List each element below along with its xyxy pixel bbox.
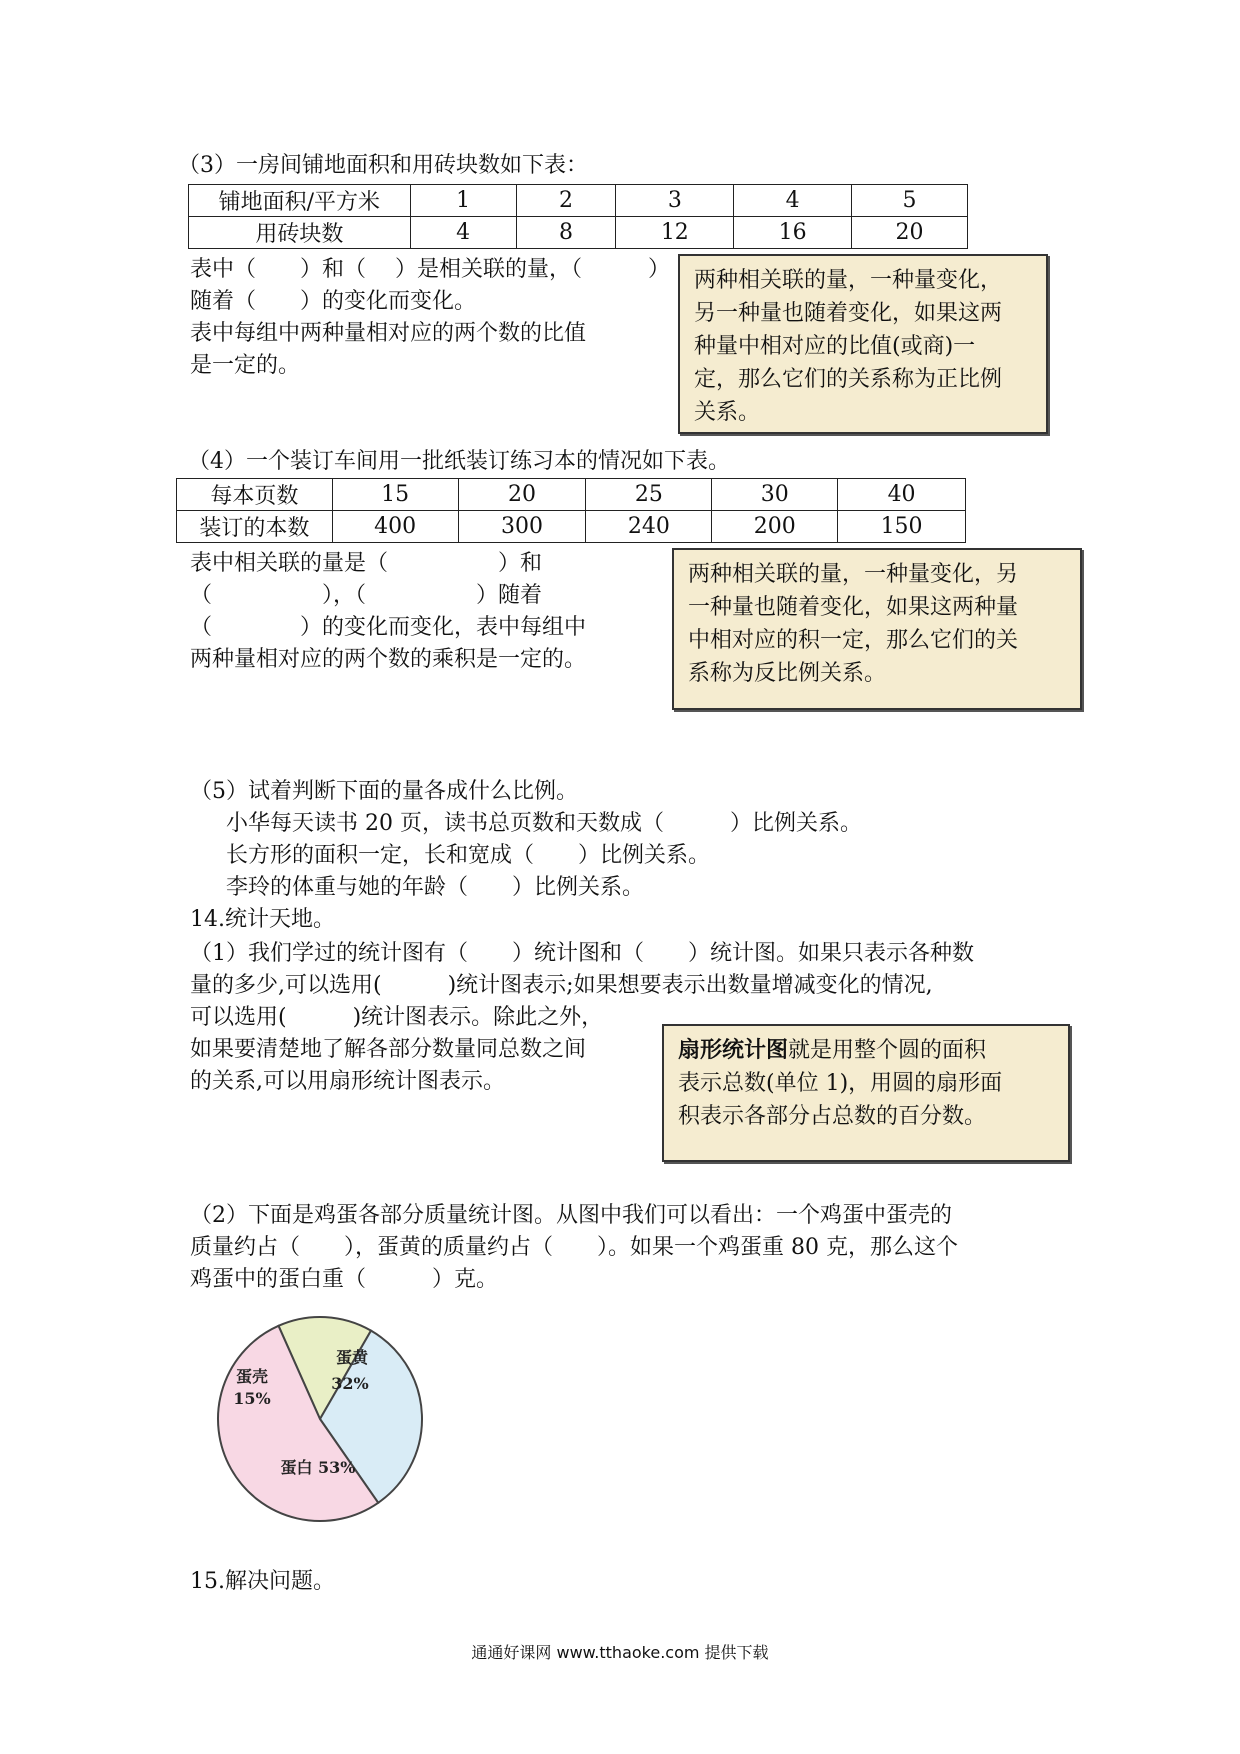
table-cell: 4 [410, 217, 516, 249]
table-row [177, 511, 966, 543]
q4-table [176, 478, 966, 543]
q5-line: 小华每天读书 20 页，读书总页数和天数成（ ）比例关系。 [226, 811, 862, 836]
table-row [177, 479, 966, 511]
note-term: 扇形统计图 [678, 1037, 789, 1063]
q4-title: （4）一个装订车间用一批纸装订练习本的情况如下表。 [188, 449, 730, 474]
note-line: 积表示各部分占总数的百分数。 [678, 1104, 987, 1129]
table-cell: 20 [458, 479, 586, 511]
note-line: 另一种量也随着变化，如果这两 [694, 301, 1003, 326]
q14-line: 的关系,可以用扇形统计图表示。 [190, 1069, 505, 1094]
table-cell: 16 [734, 217, 852, 249]
q14-line: 如果要清楚地了解各部分数量同总数之间 [190, 1037, 587, 1062]
q3-line: 表中每组中两种量相对应的两个数的比值 [190, 321, 587, 346]
note-line: 种量中相对应的比值(或商)一 [694, 334, 976, 359]
pie-chart-note [662, 1024, 1070, 1162]
table-cell: 300 [458, 511, 586, 543]
note-line: 表示总数(单位 1)，用圆的扇形面 [678, 1071, 1003, 1096]
table-cell: 每本页数 [177, 479, 333, 511]
note-line: 两种相关联的量，一种量变化，另 [688, 562, 1019, 587]
note-line-1 [678, 1034, 1054, 1067]
slice-label-shell: 蛋壳 [235, 1367, 269, 1386]
q3-line: 随着（ ）的变化而变化。 [190, 289, 477, 314]
slice-value-yolk: 32% [331, 1374, 369, 1393]
table-cell: 3 [616, 185, 734, 217]
note-line: 两种相关联的量，一种量变化， [694, 268, 1003, 293]
q5-line: 长方形的面积一定，长和宽成（ ）比例关系。 [226, 843, 711, 868]
table-cell: 25 [586, 479, 712, 511]
table-cell: 4 [734, 185, 852, 217]
table-cell: 12 [616, 217, 734, 249]
q14-part2-line: （2）下面是鸡蛋各部分质量统计图。从图中我们可以看出：一个鸡蛋中蛋壳的 [190, 1203, 952, 1228]
note-text: 就是用整个圆的面积 [788, 1038, 987, 1063]
table-cell: 240 [586, 511, 712, 543]
q4-line: （ ），（ ）随着 [190, 583, 543, 608]
note-line: 一种量也随着变化，如果这两种量 [688, 595, 1019, 620]
q3-line: 是一定的。 [190, 353, 301, 378]
q4-line: 两种量相对应的两个数的乘积是一定的。 [190, 647, 587, 672]
table-row [189, 217, 968, 249]
q4-line: 表中相关联的量是（ ）和 [190, 551, 543, 576]
table-cell: 150 [838, 511, 966, 543]
table-cell: 5 [852, 185, 968, 217]
table-cell: 8 [516, 217, 616, 249]
q14-part2-line: 鸡蛋中的蛋白重（ ）克。 [190, 1267, 499, 1292]
table-cell: 200 [712, 511, 838, 543]
egg-pie-chart [200, 1315, 440, 1525]
table-cell: 铺地面积/平方米 [189, 185, 411, 217]
q4-line: （ ）的变化而变化，表中每组中 [190, 615, 587, 640]
slice-label-white: 蛋白 53% [280, 1458, 356, 1477]
table-cell: 用砖块数 [189, 217, 411, 249]
q14-line: 可以选用( )统计图表示。除此之外， [190, 1005, 604, 1030]
footer-text: 通通好课网 www.tthaoke.com 提供下载 [471, 1643, 769, 1662]
q14-line: 量的多少,可以选用( )统计图表示;如果想要表示出数量增减变化的情况, [190, 973, 933, 998]
q5-line: 李玲的体重与她的年龄（ ）比例关系。 [226, 875, 645, 900]
table-cell: 400 [332, 511, 458, 543]
q15-title: 15.解决问题。 [190, 1569, 335, 1594]
slice-label-yolk: 蛋黄 [335, 1348, 369, 1367]
q5-title: （5）试着判断下面的量各成什么比例。 [190, 779, 578, 804]
table-cell: 装订的本数 [177, 511, 333, 543]
note-line: 中相对应的积一定，那么它们的关 [688, 628, 1019, 653]
table-cell: 30 [712, 479, 838, 511]
proportion-note [678, 254, 1048, 434]
table-cell: 15 [332, 479, 458, 511]
slice-value-shell: 15% [233, 1389, 271, 1408]
table-cell: 40 [838, 479, 966, 511]
table-cell: 2 [516, 185, 616, 217]
table-row [189, 185, 968, 217]
table-cell: 1 [410, 185, 516, 217]
q14-part2-line: 质量约占（ ），蛋黄的质量约占（ ）。如果一个鸡蛋重 80 克，那么这个 [190, 1235, 958, 1260]
q3-line: 表中（ ）和（ ）是相关联的量，（ ） [190, 257, 670, 282]
note-line: 关系。 [694, 400, 761, 425]
table-cell: 20 [852, 217, 968, 249]
note-line: 定，那么它们的关系称为正比例 [694, 367, 1003, 392]
q3-table [188, 184, 968, 249]
q14-title: 14.统计天地。 [190, 907, 335, 932]
q3-title: （3）一房间铺地面积和用砖块数如下表： [178, 153, 588, 178]
inverse-proportion-note [672, 548, 1082, 710]
note-line: 系称为反比例关系。 [688, 661, 887, 686]
q14-line: （1）我们学过的统计图有（ ）统计图和（ ）统计图。如果只表示各种数 [190, 941, 974, 966]
